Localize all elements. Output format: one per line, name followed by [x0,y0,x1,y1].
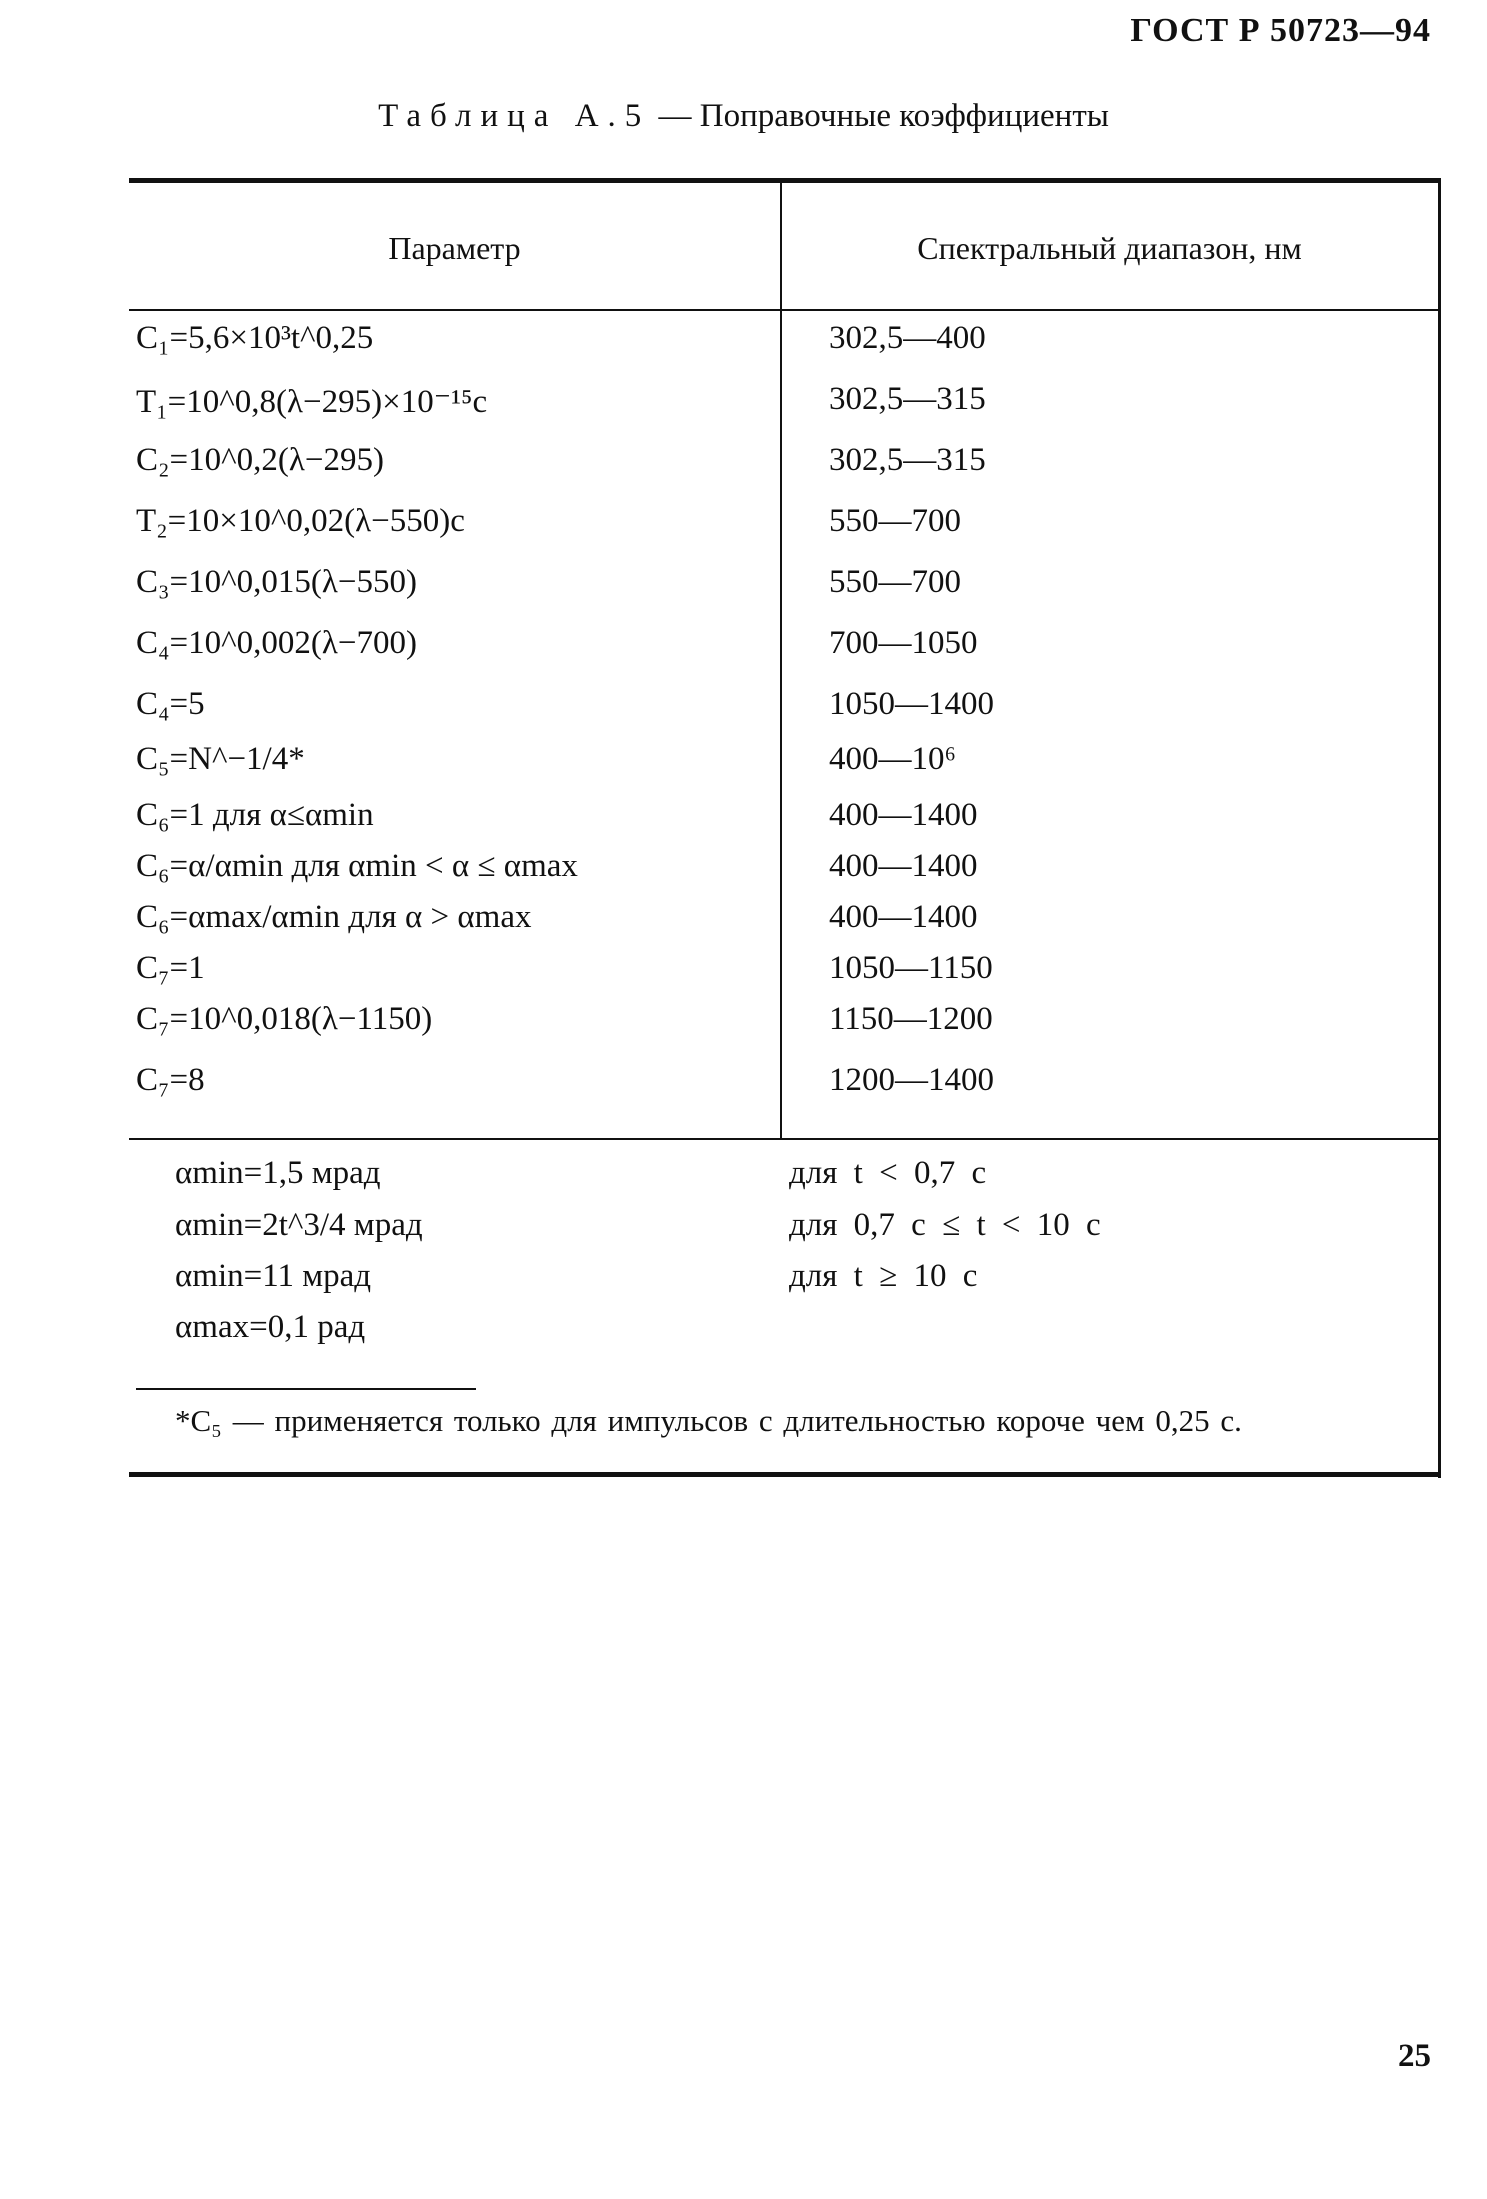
parameter-cell: C₂=10^0,2(λ−295) [136,442,384,478]
limit-parameter: αmax=0,1 рад [175,1309,366,1345]
table-column-divider [780,178,782,1138]
table-caption [0,98,1487,135]
parameter-cell: C₃=10^0,015(λ−550) [136,564,417,600]
parameter-cell: C₆=αmax/αmin для α > αmax [136,899,532,935]
spectral-range-cell: 400—10⁶ [829,741,957,777]
parameter-cell: C₄=5 [136,686,205,722]
parameter-cell: T₂=10×10^0,02(λ−550)c [136,503,465,539]
spectral-range-cell: 302,5—315 [829,381,986,417]
limit-condition: для 0,7 с ≤ t < 10 с [789,1207,1101,1243]
limit-condition: для t < 0,7 с [789,1155,987,1191]
parameter-cell: C₆=1 для α≤αmin [136,797,374,833]
table-header-rule [129,309,1441,311]
table-right-rule [1438,178,1441,1478]
parameter-cell: C₇=8 [136,1062,205,1098]
table-top-rule [129,178,1441,183]
limit-parameter: αmin=2t^3/4 мрад [175,1207,423,1243]
parameter-cell: C₇=1 [136,950,205,986]
spectral-range-cell: 400—1400 [829,848,978,884]
limit-parameter: αmin=1,5 мрад [175,1155,381,1191]
correction-coefficients-table [129,178,1441,1478]
spectral-range-cell: 1050—1150 [829,950,993,986]
parameter-cell: C₁=5,6×10³t^0,25 [136,320,374,356]
parameter-cell: C₇=10^0,018(λ−1150) [136,1001,433,1037]
parameter-cell: C₄=10^0,002(λ−700) [136,625,417,661]
spectral-range-cell: 400—1400 [829,899,978,935]
spectral-range-cell: 302,5—400 [829,320,986,356]
spectral-range-cell: 1150—1200 [829,1001,993,1037]
table-footnote: *C₅ — применяется только для импульсов с длительностью короче чем 0,25 с. [175,1403,1242,1438]
table-caption-text: Поправочные коэффициенты [699,98,1109,134]
table-body-rule [129,1138,1441,1140]
spectral-range-cell: 550—700 [829,564,961,600]
limit-parameter: αmin=11 мрад [175,1258,372,1294]
column-header-parameter: Параметр [388,230,521,266]
column-header-spectral-range: Спектральный диапазон, нм [917,230,1302,266]
document-standard-number: ГОСТ Р 50723—94 [1130,12,1431,49]
spectral-range-cell: 400—1400 [829,797,978,833]
table-bottom-rule [129,1472,1441,1477]
spectral-range-cell: 302,5—315 [829,442,986,478]
limit-condition: для t ≥ 10 с [789,1258,978,1294]
footnote-rule [136,1388,476,1390]
table-caption-label: Таблица А.5 [378,98,651,134]
spectral-range-cell: 550—700 [829,503,961,539]
table-caption-dash: — [650,98,700,134]
page-number: 25 [1398,2038,1431,2074]
parameter-cell: C₆=α/αmin для αmin < α ≤ αmax [136,848,578,884]
spectral-range-cell: 1200—1400 [829,1062,994,1098]
spectral-range-cell: 1050—1400 [829,686,994,722]
parameter-cell: T₁=10^0,8(λ−295)×10⁻¹⁵c [136,384,488,420]
spectral-range-cell: 700—1050 [829,625,978,661]
parameter-cell: C₅=N^−1/4* [136,741,305,777]
